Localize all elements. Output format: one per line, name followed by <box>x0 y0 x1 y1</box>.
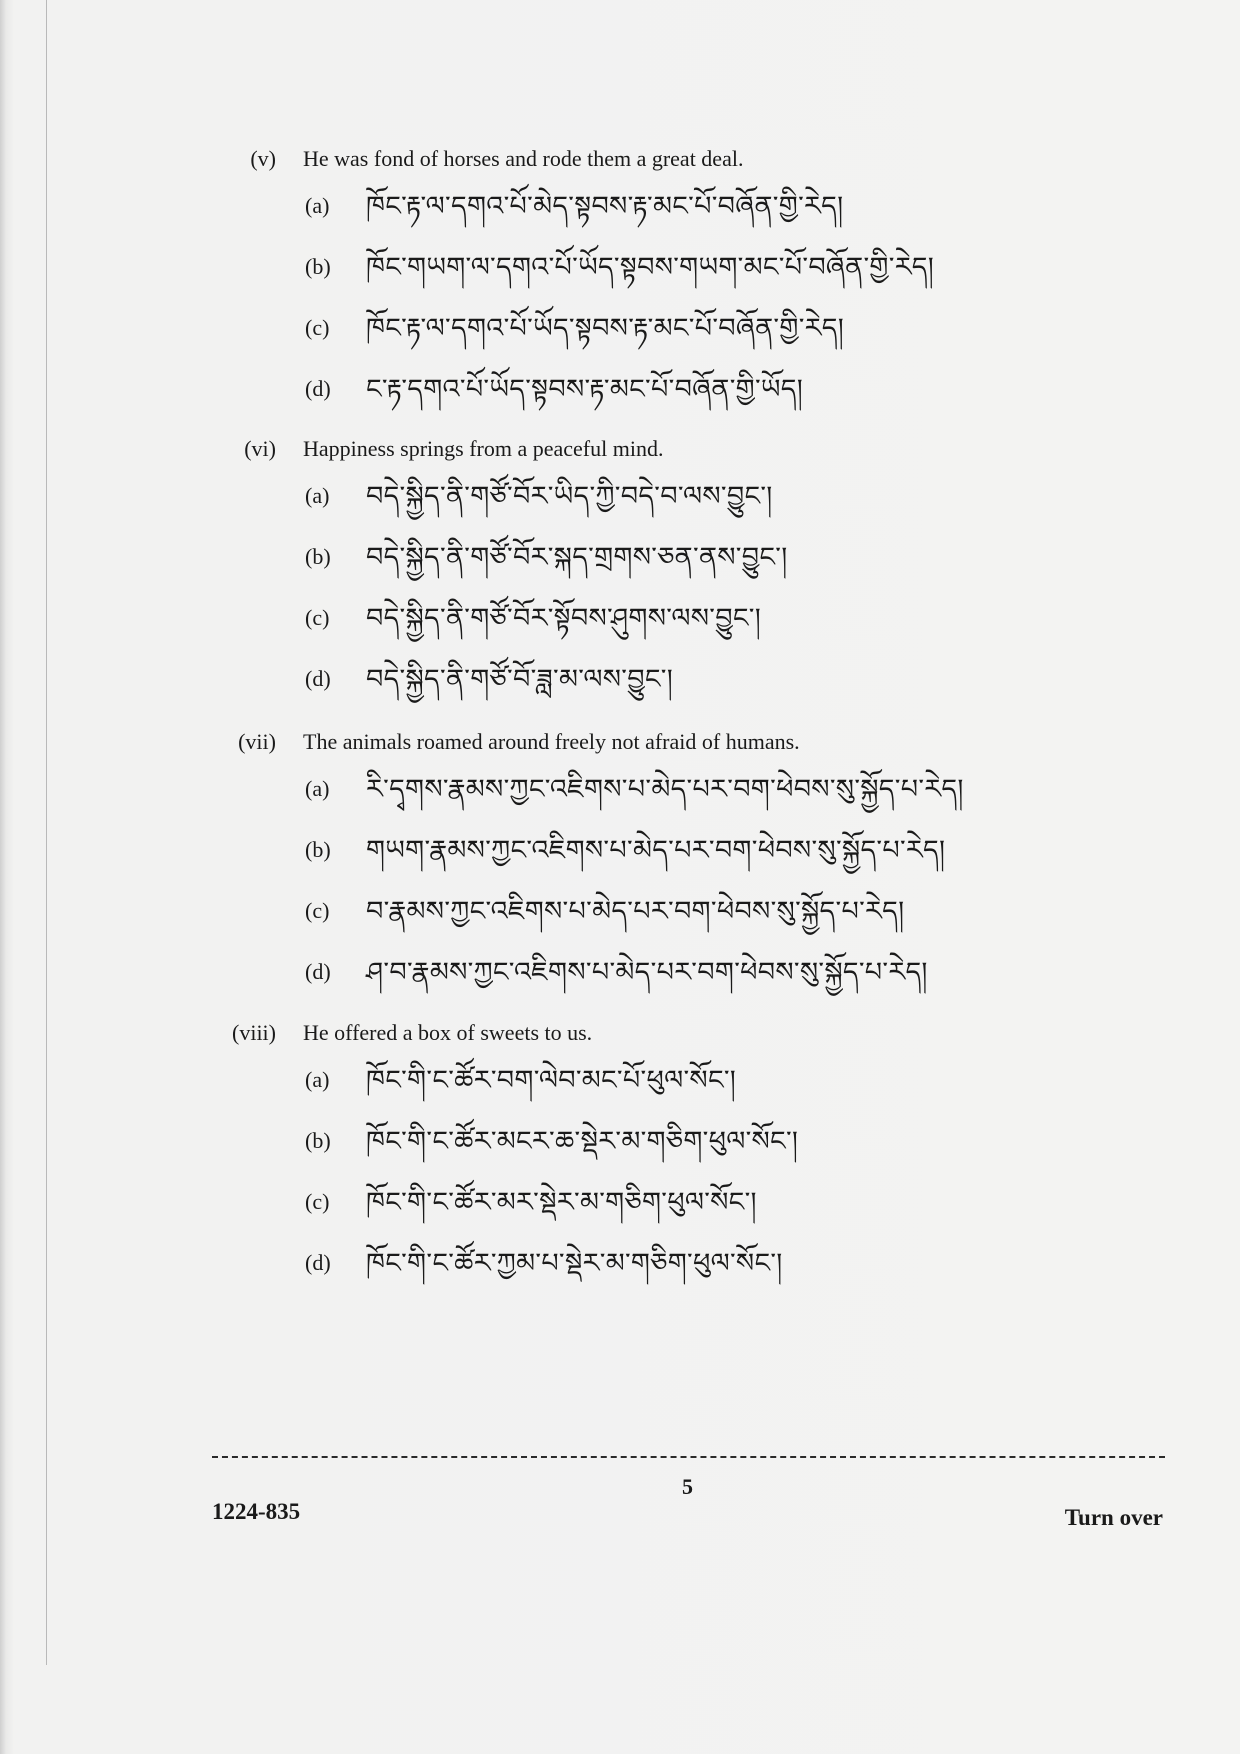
footer-dashed-rule <box>212 1456 1165 1458</box>
option-a <box>0 1060 1240 1100</box>
option-text: བདེ་སྐྱིད་ནི་གཙོ་བོ་ཟླ་མ་ལས་བྱུང་། <box>366 664 674 694</box>
option-text: ཁོང་གི་ང་ཚོར་བག་ལེབ་མང་པོ་ཕུལ་སོང་། <box>366 1065 737 1095</box>
option-label: (b) <box>305 544 331 569</box>
option-label: (c) <box>305 605 330 630</box>
option-a <box>0 476 1240 516</box>
option-text: གཡག་རྣམས་ཀྱང་འཇིགས་པ་མེད་པར་བག་ཕེབས་སུ་སྐྱོད་པ་རེད། <box>366 835 946 865</box>
option-b <box>0 830 1240 870</box>
option-label: (b) <box>305 1128 331 1153</box>
question-header <box>0 1015 1240 1051</box>
option-label: (a) <box>305 1067 330 1092</box>
option-label: (d) <box>305 666 331 691</box>
option-c <box>0 1182 1240 1222</box>
option-text: བདེ་སྐྱིད་ནི་གཙོ་བོར་སྟོབས་ཤུགས་ལས་བྱུང་། <box>366 603 762 633</box>
option-text: ཁོང་གི་ང་ཚོར་ཀྱམ་པ་སྡེར་མ་གཅིག་ཕུལ་སོང་། <box>366 1248 783 1278</box>
option-text: བ་རྣམས་ཀྱང་འཇིགས་པ་མེད་པར་བག་ཕེབས་སུ་སྐྱོད་པ་རེད། <box>366 896 905 926</box>
question-text: Happiness springs from a peaceful mind. <box>303 436 664 461</box>
question-text: The animals roamed around freely not afraid of humans. <box>303 729 800 754</box>
option-text: ཁོང་རྟ་ལ་དགའ་པོ་མེད་སྟབས་རྟ་མང་པོ་བཞོན་གྱི་རེད། <box>366 191 844 221</box>
option-text: ཁོང་རྟ་ལ་དགའ་པོ་ཡོད་སྟབས་རྟ་མང་པོ་བཞོན་གྱི་རེད། <box>366 313 845 343</box>
option-c <box>0 891 1240 931</box>
option-label: (c) <box>305 898 330 923</box>
paper-code: 1224-835 <box>212 1499 301 1524</box>
question-header <box>0 431 1240 467</box>
question-text: He was fond of horses and rode them a great deal. <box>303 146 744 171</box>
question-vii <box>0 724 1240 1013</box>
option-text: ཁོང་གི་ང་ཚོར་མར་སྡེར་མ་གཅིག་ཕུལ་སོང་། <box>366 1187 757 1217</box>
option-a <box>0 769 1240 809</box>
option-text: བདེ་སྐྱིད་ནི་གཙོ་བོར་ཡིད་ཀྱི་བདེ་བ་ལས་བྱུང་། <box>366 481 773 511</box>
option-text: བདེ་སྐྱིད་ནི་གཙོ་བོར་སྐད་གྲགས་ཅན་ནས་བྱུང་། <box>366 542 788 572</box>
option-label: (a) <box>305 483 330 508</box>
option-d <box>0 659 1240 699</box>
question-number: (v) <box>250 146 276 171</box>
option-text: ཁོང་གི་ང་ཚོར་མངར་ཆ་སྡེར་མ་གཅིག་ཕུལ་སོང་། <box>366 1126 799 1156</box>
page-number: 5 <box>682 1474 693 1499</box>
turn-over-note: Turn over <box>1064 1505 1163 1530</box>
option-d <box>0 952 1240 992</box>
option-label: (c) <box>305 1189 330 1214</box>
option-d <box>0 1243 1240 1283</box>
option-label: (d) <box>305 959 331 984</box>
option-d <box>0 369 1240 409</box>
question-number: (vi) <box>244 436 276 461</box>
option-c <box>0 598 1240 638</box>
option-text: རི་དྭགས་རྣམས་ཀྱང་འཇིགས་པ་མེད་པར་བག་ཕེབས་སུ་སྐྱོད་པ་རེད། <box>366 774 964 804</box>
option-text: ཤ་བ་རྣམས་ཀྱང་འཇིགས་པ་མེད་པར་བག་ཕེབས་སུ་སྐྱོད་པ་རེད། <box>366 957 928 987</box>
option-b <box>0 1121 1240 1161</box>
question-header <box>0 724 1240 760</box>
option-label: (b) <box>305 837 331 862</box>
question-vi <box>0 431 1240 720</box>
option-label: (d) <box>305 376 331 401</box>
question-viii <box>0 1015 1240 1304</box>
option-text: ང་རྟ་དགའ་པོ་ཡོད་སྟབས་རྟ་མང་པོ་བཞོན་གྱི་ཡོད། <box>366 374 804 404</box>
option-label: (c) <box>305 315 330 340</box>
option-a <box>0 186 1240 226</box>
question-text: He offered a box of sweets to us. <box>303 1020 593 1045</box>
option-label: (d) <box>305 1250 331 1275</box>
question-header <box>0 141 1240 177</box>
option-b <box>0 247 1240 287</box>
option-label: (b) <box>305 254 331 279</box>
question-number: (viii) <box>232 1020 276 1045</box>
question-number: (vii) <box>238 729 276 754</box>
option-text: ཁོང་གཡག་ལ་དགའ་པོ་ཡོད་སྟབས་གཡག་མང་པོ་བཞོན་གྱི་རེད། <box>366 252 935 282</box>
option-label: (a) <box>305 193 330 218</box>
option-label: (a) <box>305 776 330 801</box>
option-c <box>0 308 1240 348</box>
question-v <box>0 141 1240 430</box>
option-b <box>0 537 1240 577</box>
